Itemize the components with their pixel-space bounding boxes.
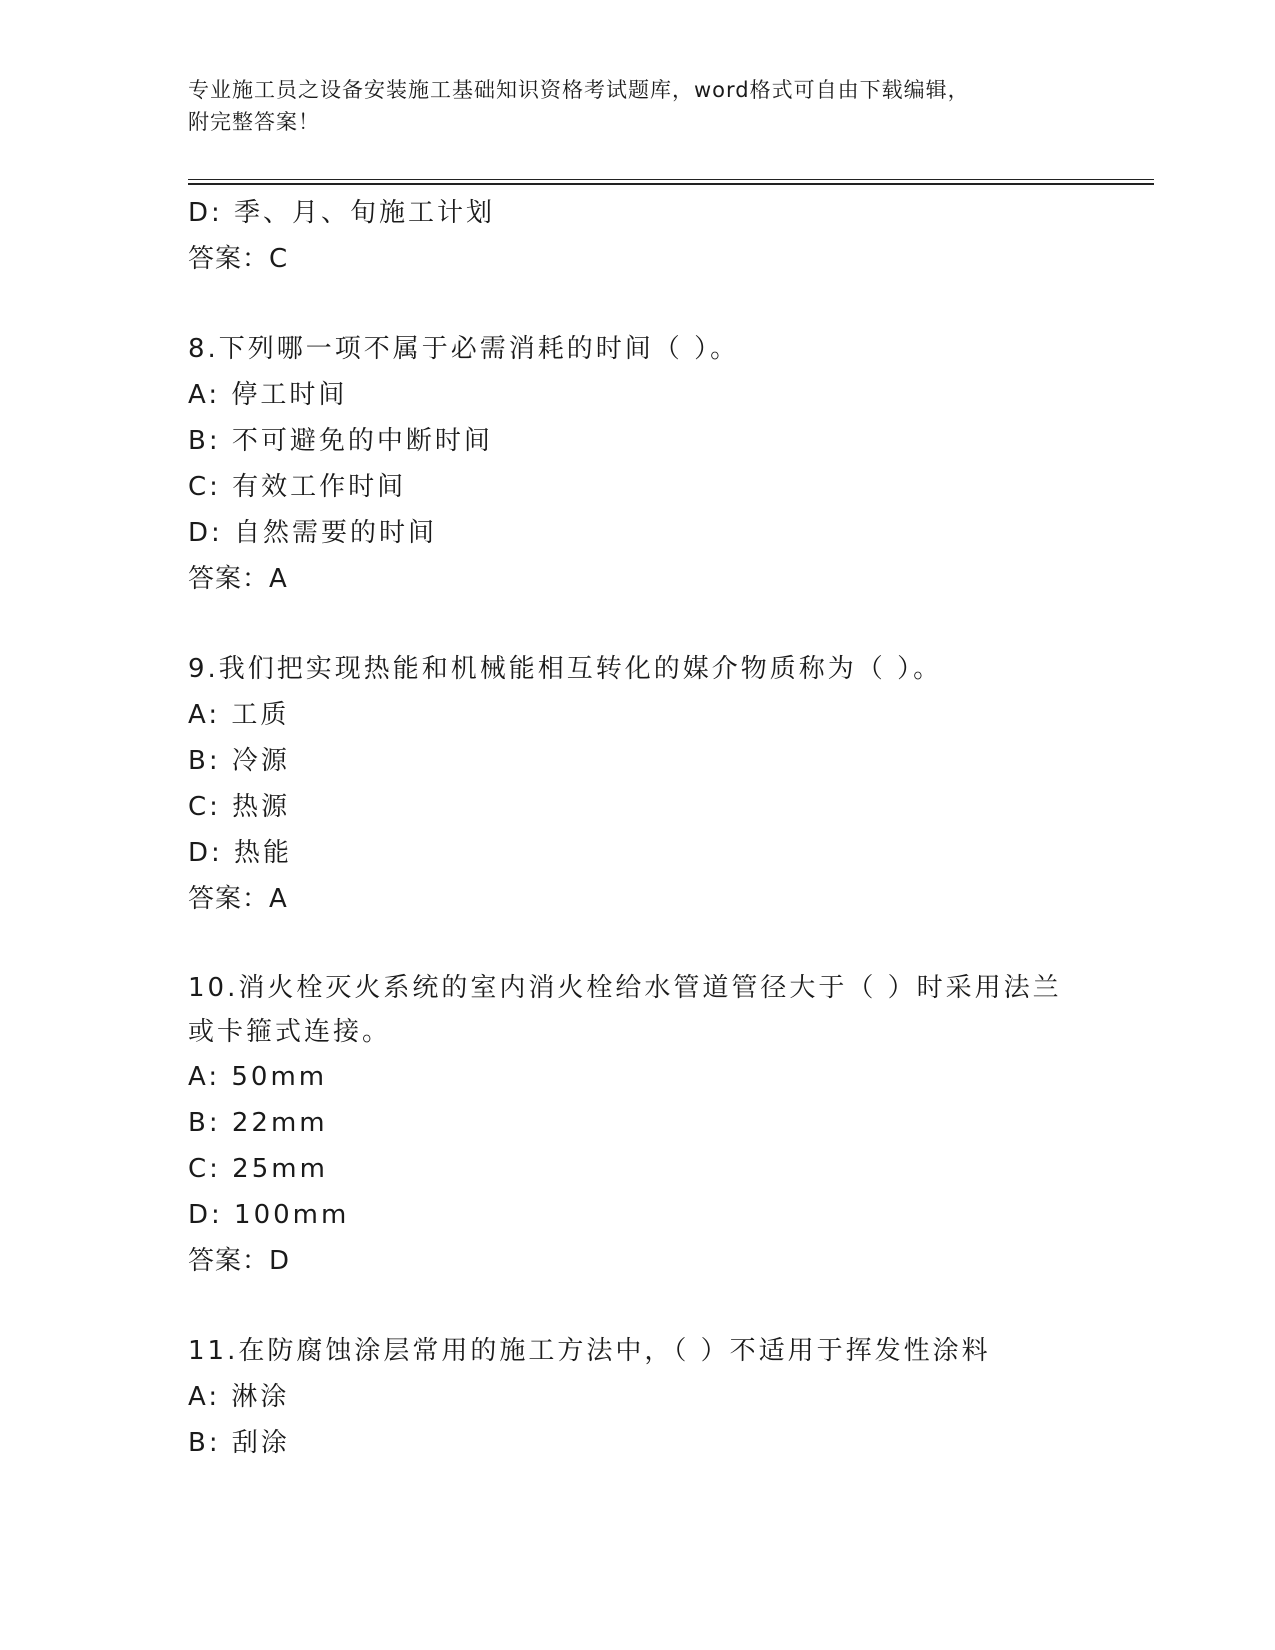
question-stem: 11.在防腐蚀涂层常用的施工方法中，（ ）不适用于挥发性涂料 — [188, 1336, 991, 1366]
question-8 — [188, 326, 1148, 602]
document-header — [188, 74, 1088, 138]
header-divider-thin — [188, 179, 1154, 180]
option-d: D: 自然需要的时间 — [188, 518, 438, 548]
option-b: B: 刮涂 — [188, 1428, 290, 1458]
question-9 — [188, 646, 1148, 922]
question-stem: 9.我们把实现热能和机械能相互转化的媒介物质称为（ ）。 — [188, 654, 943, 684]
option-d: D: 100mm — [188, 1200, 350, 1230]
question-list — [188, 190, 1148, 1466]
option-c: C: 有效工作时间 — [188, 472, 407, 502]
answer: 答案：A — [188, 564, 288, 594]
answer: 答案：D — [188, 1246, 291, 1276]
option-a: A: 50mm — [188, 1062, 328, 1092]
answer: 答案：C — [188, 244, 289, 274]
option-a: A: 淋涂 — [188, 1382, 290, 1412]
question-11 — [188, 1328, 1148, 1466]
option-d: D: 季、月、旬施工计划 — [188, 198, 496, 228]
option-a: A: 工质 — [188, 700, 290, 730]
question-10 — [188, 966, 1148, 1284]
option-c: C: 25mm — [188, 1154, 328, 1184]
option-d: D: 热能 — [188, 838, 293, 868]
header-line-2: 附完整答案！ — [188, 110, 320, 134]
answer: 答案：A — [188, 884, 288, 914]
option-b: B: 冷源 — [188, 746, 290, 776]
option-b: B: 22mm — [188, 1108, 328, 1138]
previous-question-tail — [188, 190, 1148, 282]
option-b: B: 不可避免的中断时间 — [188, 426, 493, 456]
question-stem: 8.下列哪一项不属于必需消耗的时间（ ）。 — [188, 334, 740, 364]
header-line-1: 专业施工员之设备安装施工基础知识资格考试题库，word格式可自由下载编辑， — [188, 78, 970, 102]
option-c: C: 热源 — [188, 792, 291, 822]
option-a: A: 停工时间 — [188, 380, 348, 410]
header-divider-thick — [188, 183, 1154, 185]
question-stem-line-1: 10.消火栓灭火系统的室内消火栓给水管道管径大于（ ）时采用法兰 — [188, 973, 1062, 1003]
question-stem-line-2: 或卡箍式连接。 — [188, 1017, 392, 1047]
